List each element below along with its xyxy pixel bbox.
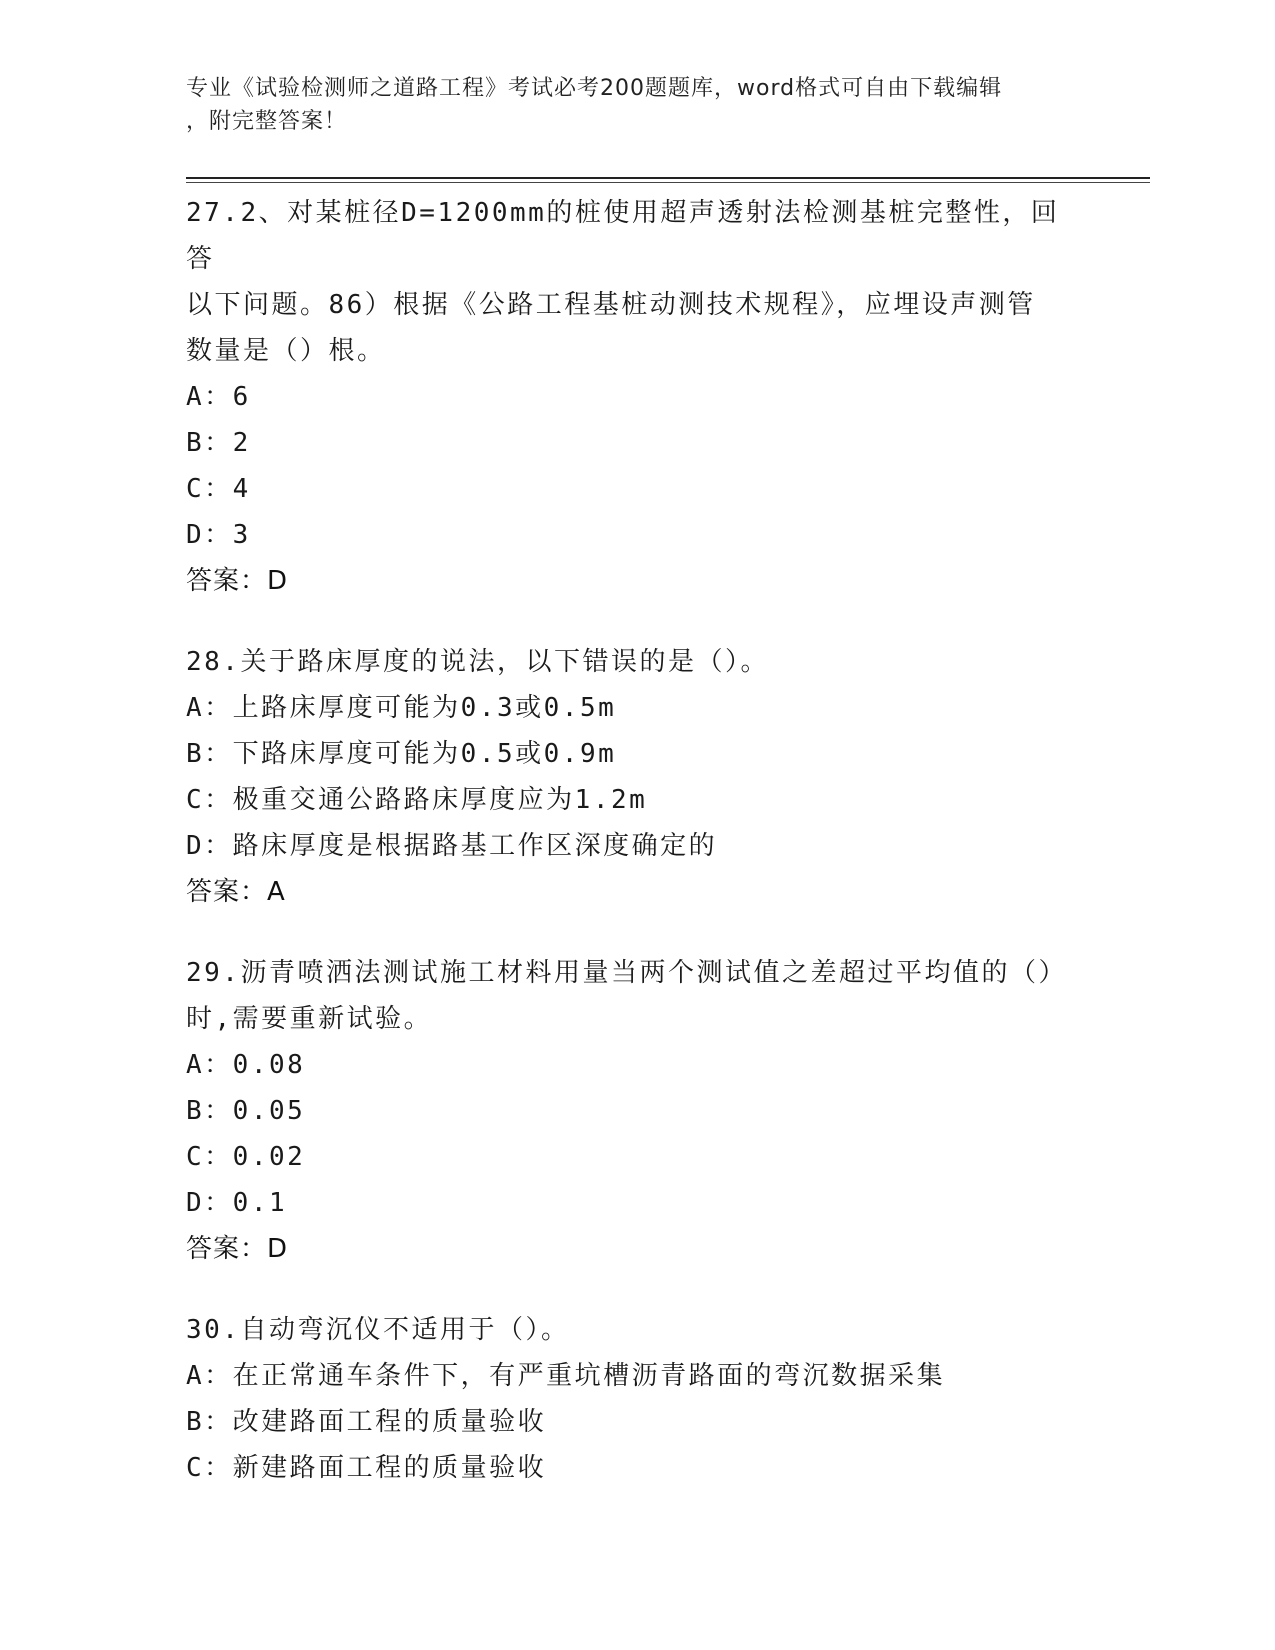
- question-stem-line: 28.关于路床厚度的说法，以下错误的是（）。: [186, 647, 769, 677]
- question-stem-line: 27.2、对某桩径D=1200mm的桩使用超声透射法检测基桩完整性，回答: [186, 198, 1060, 274]
- question-29: [186, 950, 1086, 1272]
- option-separator: ：: [204, 1361, 233, 1391]
- option-a: [186, 1042, 1086, 1088]
- option-c: [186, 777, 1086, 823]
- option-separator: ：: [204, 693, 233, 723]
- option-separator: ：: [204, 474, 233, 504]
- option-a: [186, 374, 1086, 420]
- option-separator: ：: [204, 1188, 233, 1218]
- option-key: D: [186, 520, 205, 550]
- question-stem-line: 29.沥青喷洒法测试施工材料用量当两个测试值之差超过平均值的（）: [186, 958, 1067, 988]
- option-text: 0.05: [232, 1096, 306, 1126]
- option-key: A: [186, 382, 205, 412]
- header-divider-thick: [186, 177, 1150, 179]
- question-stem-line: 数量是（）根。: [186, 336, 386, 366]
- option-c: [186, 1445, 1086, 1491]
- option-a: [186, 685, 1086, 731]
- option-key: A: [186, 693, 205, 723]
- option-separator: ：: [204, 1453, 233, 1483]
- option-key: A: [186, 1361, 205, 1391]
- option-text: 新建路面工程的质量验收: [232, 1453, 547, 1483]
- option-c: [186, 466, 1086, 512]
- option-text: 0.1: [232, 1188, 288, 1218]
- option-c: [186, 1134, 1086, 1180]
- option-key: D: [186, 1188, 205, 1218]
- option-separator: ：: [204, 1142, 233, 1172]
- option-text: 在正常通车条件下，有严重坑槽沥青路面的弯沉数据采集: [232, 1361, 946, 1391]
- option-text: 6: [232, 382, 251, 412]
- option-key: B: [186, 739, 205, 769]
- header-title-line-2: ，附完整答案！: [186, 109, 348, 134]
- option-key: A: [186, 1050, 205, 1080]
- option-d: [186, 1180, 1086, 1226]
- option-text: 2: [232, 428, 251, 458]
- option-d: [186, 823, 1086, 869]
- question-stem-line: 30.自动弯沉仪不适用于（）。: [186, 1315, 570, 1345]
- option-text: 3: [232, 520, 251, 550]
- option-separator: ：: [204, 785, 233, 815]
- option-text: 极重交通公路路床厚度应为1.2m: [232, 785, 648, 815]
- option-key: C: [186, 1453, 205, 1483]
- document-header: [186, 72, 1086, 138]
- question-28: [186, 639, 1086, 915]
- option-text: 路床厚度是根据路基工作区深度确定的: [232, 831, 718, 861]
- option-text: 改建路面工程的质量验收: [232, 1407, 547, 1437]
- option-key: B: [186, 1407, 205, 1437]
- option-text: 0.08: [232, 1050, 306, 1080]
- option-key: C: [186, 474, 205, 504]
- question-30: [186, 1307, 1086, 1491]
- option-separator: ：: [204, 1050, 233, 1080]
- question-stem-line: 以下问题。86）根据《公路工程基桩动测技术规程》，应埋设声测管: [186, 290, 1036, 320]
- option-separator: ：: [204, 831, 233, 861]
- answer-label: 答案：D: [186, 1234, 289, 1264]
- option-key: B: [186, 428, 205, 458]
- header-divider-thin: [186, 182, 1150, 183]
- option-separator: ：: [204, 1407, 233, 1437]
- option-d: [186, 512, 1086, 558]
- question-27: [186, 190, 1086, 604]
- option-key: C: [186, 1142, 205, 1172]
- option-separator: ：: [204, 428, 233, 458]
- option-b: [186, 731, 1086, 777]
- option-a: [186, 1353, 1086, 1399]
- option-separator: ：: [204, 382, 233, 412]
- option-key: D: [186, 831, 205, 861]
- option-text: 0.02: [232, 1142, 306, 1172]
- option-b: [186, 1088, 1086, 1134]
- option-key: C: [186, 785, 205, 815]
- option-separator: ：: [204, 520, 233, 550]
- option-separator: ：: [204, 739, 233, 769]
- question-list: [186, 190, 1086, 1526]
- question-stem-line: 时,需要重新试验。: [186, 1004, 433, 1034]
- option-text: 下路床厚度可能为0.5或0.9m: [232, 739, 617, 769]
- answer-label: 答案：D: [186, 566, 289, 596]
- option-b: [186, 420, 1086, 466]
- header-title-line-1: 专业《试验检测师之道路工程》考试必考200题题库，word格式可自由下载编辑: [186, 76, 1003, 101]
- option-key: B: [186, 1096, 205, 1126]
- answer-label: 答案：A: [186, 877, 286, 907]
- option-b: [186, 1399, 1086, 1445]
- option-separator: ：: [204, 1096, 233, 1126]
- option-text: 4: [232, 474, 251, 504]
- option-text: 上路床厚度可能为0.3或0.5m: [232, 693, 617, 723]
